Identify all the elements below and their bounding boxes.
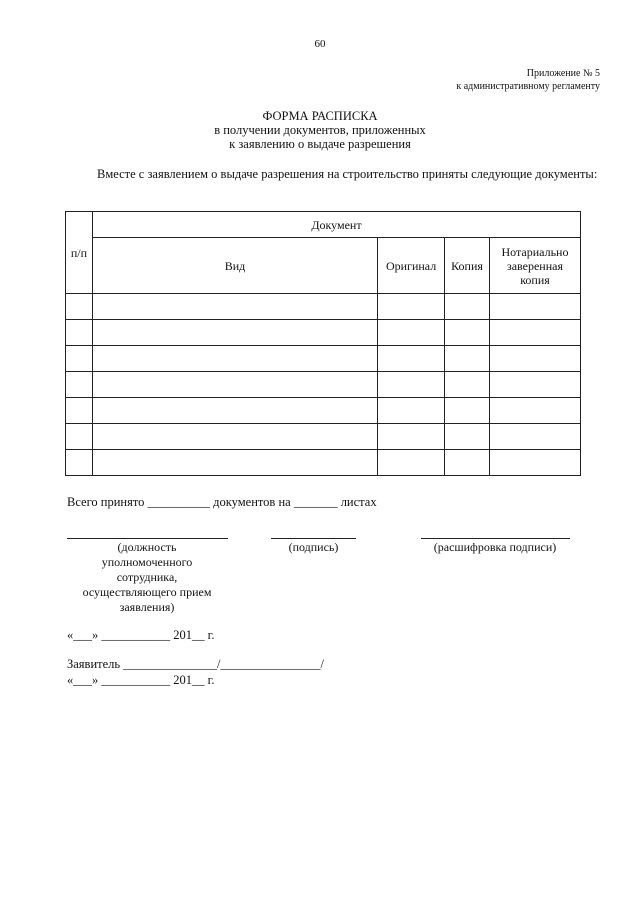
title-line-1: ФОРМА РАСПИСКА [262,109,378,123]
table-cell [445,320,490,346]
table-row [66,372,581,398]
table-row [66,424,581,450]
decoding-caption: (расшифровка подписи) [433,540,557,554]
table-row [66,294,581,320]
table-cell [66,346,93,372]
table-row [66,346,581,372]
table-cell [445,372,490,398]
table-cell [378,398,445,424]
table-cell [445,424,490,450]
summary-line: Всего принято __________ документов на _______ листах [67,495,377,509]
table-cell [92,294,377,320]
table-cell [66,372,93,398]
annex-reference [456,67,600,93]
table-cell [378,346,445,372]
header-copy: Копия [445,238,490,294]
table-cell [378,320,445,346]
table-cell [92,398,377,424]
header-original: Оригинал [378,238,445,294]
annex-line-2: к административному регламенту [456,81,600,92]
table-cell [445,450,490,476]
table-cell [66,320,93,346]
date-line-2: «___» ___________ 201__ г. [67,673,215,687]
position-signature-line [67,538,228,539]
table-row [66,320,581,346]
table-cell [92,424,377,450]
signature-caption: (подпись) [288,540,339,554]
table-cell [378,450,445,476]
documents-table [65,211,581,476]
table-cell [66,424,93,450]
table-cell [66,294,93,320]
table-cell [92,450,377,476]
table-cell [490,450,581,476]
page-number: 60 [314,38,326,50]
table-cell [378,424,445,450]
table-cell [66,450,93,476]
table-cell [445,294,490,320]
table-row [66,450,581,476]
table-row [66,398,581,424]
applicant-line: Заявитель _______________/________________/ [67,657,324,671]
table-cell [92,320,377,346]
header-notarized-copy: Нотариально заверенная копия [490,238,581,294]
title-line-3: к заявлению о выдаче разрешения [229,137,411,151]
table-cell [490,424,581,450]
position-caption: (должность уполномоченного сотрудника, осуществляющего прием заявления) [82,540,212,614]
table-cell [378,294,445,320]
table-cell [445,346,490,372]
document-title [0,109,640,151]
title-line-2: в получении документов, приложенных [214,123,426,137]
table-cell [490,346,581,372]
intro-text: Вместе с заявлением о выдаче разрешения на строительство приняты следующие документы: [97,167,598,181]
date-line-1: «___» ___________ 201__ г. [67,628,215,642]
intro-paragraph [67,167,601,182]
table-cell [490,294,581,320]
signature-line [271,538,356,539]
header-document: Документ [92,212,580,238]
table-cell [490,398,581,424]
table-cell [92,346,377,372]
header-row-number: п/п [66,212,93,294]
table-cell [490,320,581,346]
table-cell [490,372,581,398]
header-type: Вид [92,238,377,294]
table-cell [92,372,377,398]
table-cell [445,398,490,424]
table-cell [66,398,93,424]
annex-line-1: Приложение № 5 [526,68,600,79]
table-cell [378,372,445,398]
signature-decoding-line [421,538,570,539]
